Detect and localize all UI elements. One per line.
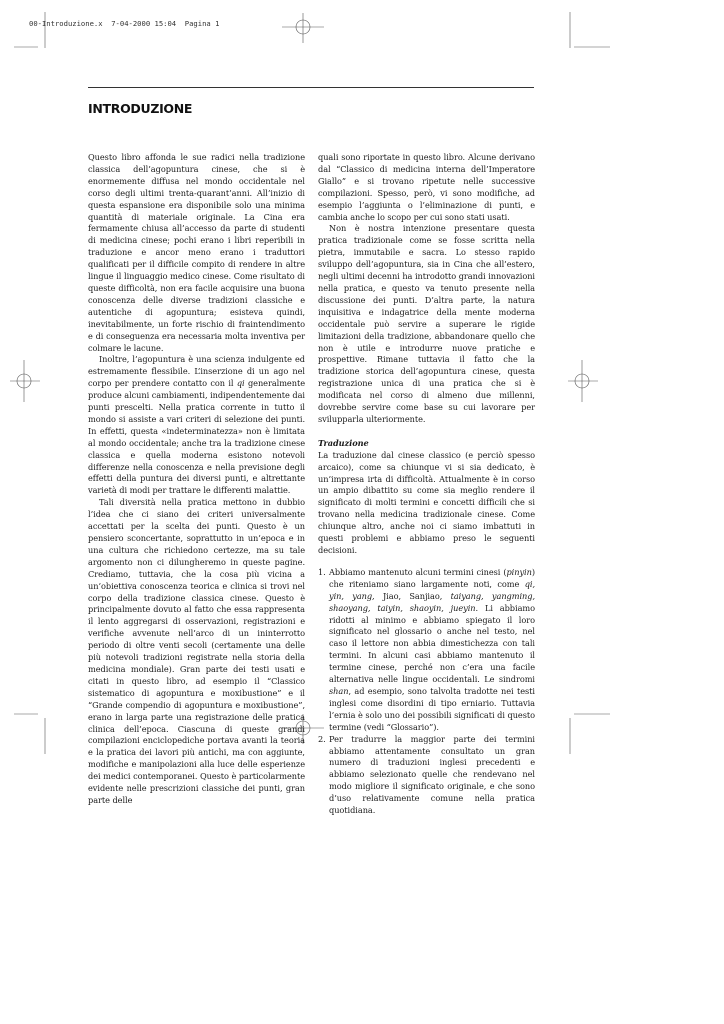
list-number: 2. xyxy=(318,733,326,744)
chinese-term: taiyang, yangming, shaoyang, taiyin, shaoyin, jueyin. xyxy=(329,590,535,613)
list-number: 1. xyxy=(318,566,326,577)
crop-mark-bottom-left xyxy=(14,713,50,717)
text-column-left xyxy=(88,152,305,807)
chinese-term: qi, yin, yang, xyxy=(329,578,535,601)
text-run: Inoltre, l’agopuntura è una scienza indulgente ed estremamente flessibile. L’inserzione di un ago nel corpo per prendere contatto con il xyxy=(88,354,305,389)
registration-mark-top xyxy=(282,13,324,43)
text-run: , ad esempio, sono talvolta tradotte nei testi inglesi come disordini di tipo erniario. Tuttavia l’ernia è solo uno dei possibili significati di questo termine (vedi “Glossario”). xyxy=(329,685,535,732)
registration-mark-right xyxy=(568,360,598,402)
list-item xyxy=(318,567,535,734)
chinese-term: shan xyxy=(329,685,349,696)
text-run: ) che riteniamo siano largamente noti, come xyxy=(329,566,535,589)
paragraph: quali sono riportate in questo libro. Alcune derivano dal “Classico di medicina interna dell’Imperatore Giallo” e si trovano ripetute nelle successive compilazioni. Spesso, però, vi sono modifiche, ad esempio l’aggiunta o l’eliminazione di punti, e cambia anche lo scopo per cui sono stati usati. xyxy=(318,152,535,222)
crop-mark-top-right xyxy=(574,46,610,50)
crop-mark-top-right-vertical xyxy=(569,12,573,48)
print-slug: 00-Introduzione.x 7-04-2000 15:04 Pagina 1 xyxy=(29,19,220,28)
paragraph xyxy=(88,354,305,497)
crop-mark-top-left-vertical xyxy=(44,12,48,48)
text-run: Per tradurre la maggior parte dei termini abbiamo attentamente consultato un gran numero di traduzioni inglesi precedenti e abbiamo selezionato quelle che rendevano nel modo migliore il significato originale, e che sono d’uso relativamente comune nella pratica quotidiana. xyxy=(329,733,535,816)
page-title: INTRODUZIONE xyxy=(88,101,193,116)
numbered-list xyxy=(318,567,535,817)
paragraph: Questo libro affonda le sue radici nella tradizione classica dell’agopuntura cinese, che si è enormemente diffusa nel mondo occidentale nel corso degli ultimi trenta-quarant’anni. All’inizio di questa espansione era disponibile solo una minima quantità di materiale originale. La Cina era fermamente chiusa all’accesso da parte di studenti di medicina cinese; pochi erano i libri reperibili in traduzione e ancor meno erano i traduttori qualificati per il difficile compito di rendere in altre lingue il linguaggio medico cinese. Come risultato di queste difficoltà, non era facile acquisire una buona conoscenza delle diverse tradizioni classiche e autentiche di agopuntura; esisteva quindi, inevitabilmente, un forte rischio di fraintendimento e di conseguenza era necessaria molta inventiva per colmare le lacune. xyxy=(88,152,305,353)
text-run: generalmente produce alcuni cambiamenti, indipendentemente dai punti prescelti. Nella pratica corrente in tutto il mondo si assiste a vari criteri di selezione dei punti. In effetti, questa «indeterminatezza» non è limitata al mondo occidentale; anche tra la tradizione cinese classica e quella moderna esistono notevoli differenze nella conoscenza e nella previsione degli effetti della puntura dei diversi punti, e altrettante varietà di modi per trattare le differenti malattie. xyxy=(88,378,305,496)
paragraph: Tali diversità nella pratica mettono in dubbio l’idea che ci siano dei criteri universalmente accettati per la scelta dei punti. Questo è un pensiero sconcertante, soprattutto in un’epoca e in una cultura che richiedono certezze, ma su tale argomento non ci dilungheremo in queste pagine. Crediamo, tuttavia, che la cosa più vicina a un’obiettiva conoscenza teorica e clinica si trovi nel corpo della tradizione classica cinese. Questo è principalmente dovuto al fatto che essa rappresenta il lento aggregarsi di osservazioni, registrazioni e verifiche avvenute nell’arco di un ininterrotto periodo di oltre venti secoli (certamente una delle più notevoli tradizioni registrate nella storia della medicina mondiale). Gran parte dei testi usati e citati in questo libro, ad esempio il “Classico sistematico di agopuntura e moxibustione” e il “Grande compendio di agopuntura e moxibustione”, erano in larga parte una registrazione delle pratica clinica dell’epoca. Ciascuna di queste grandi compilazioni enciclopediche portava avanti la teoria e la pratica dei lavori più antichi, ma con aggiunte, modifiche e manipolazioni alla luce delle esperienze dei medici contemporanei. Questo è particolarmente evidente nelle prescrizioni classiche dei punti, gran parte delle xyxy=(88,497,305,805)
crop-mark-top-left xyxy=(14,40,54,80)
paragraph: La traduzione dal cinese classico (e perciò spesso arcaico), come sa chiunque vi si sia dedicato, è un’impresa irta di difficoltà. Attualmente è in corso un ampio dibattito su come sia meglio rendere il significato di molti termini e concetti difficili che si trovano nella medicina tradizionale cinese. Come chiunque altro, anche noi ci siamo imbattuti in questi problemi e abbiamo preso le seguenti decisioni. xyxy=(318,449,535,555)
chinese-term: qi xyxy=(236,378,245,389)
text-run: Jiao, Sanjiao, xyxy=(374,590,451,601)
chinese-term: pinyin xyxy=(506,566,532,577)
text-run: Li abbiamo ridotti al minimo e abbiamo spiegato il loro significato nel glossario o anche nel testo, nel caso il lettore non abbia dimestichezza con tali termini. In alcuni casi abbiamo mantenuto il termine cinese, perché non c’era una facile alternativa nelle lingue occidentali. Le sindromi xyxy=(329,602,535,685)
crop-mark-bottom-left-vertical xyxy=(44,718,48,754)
text-run: Abbiamo mantenuto alcuni termini cinesi ( xyxy=(329,566,507,577)
text-column-right xyxy=(318,152,535,817)
list-item xyxy=(318,734,535,817)
section-heading: Traduzione xyxy=(318,437,369,448)
registration-mark-left xyxy=(10,360,40,402)
paragraph: Non è nostra intenzione presentare questa pratica tradizionale come se fosse scritta nella pietra, immutabile e sacra. Lo stesso rapido sviluppo dell’agopuntura, sia in Cina che all’estero, negli ultimi decenni ha introdotto grandi innovazioni nella pratica, e questo va tenuto presente nella discussione dei punti. D’altra parte, la natura inquisitiva e indagatrice della mente moderna occidentale può servire a superare le rigide limitazioni della tradizione, abbandonare quello che non è utile e introdurre nuove pratiche e prospettive. Rimane tuttavia il fatto che la tradizione storica dell’agopuntura cinese, questa registrazione unica di una pratica che si è modificata nel corso di almeno due millenni, dovrebbe servire come base su cui lavorare per svilupparla ulteriormente. xyxy=(318,223,535,424)
crop-mark-bottom-right-vertical xyxy=(569,718,573,754)
header-rule xyxy=(88,87,534,88)
crop-mark-bottom-right xyxy=(574,713,610,717)
